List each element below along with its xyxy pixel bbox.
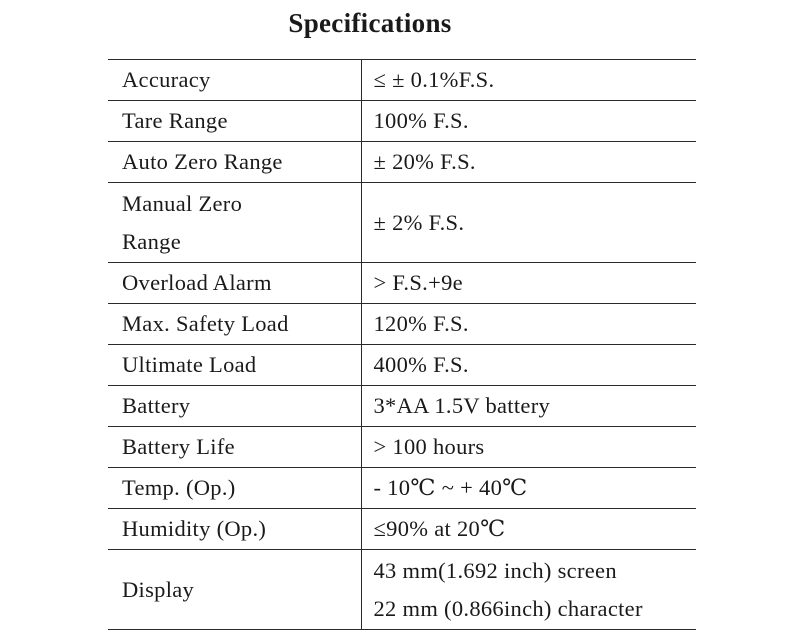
table-row bbox=[108, 142, 696, 183]
spec-value: > F.S.+9e bbox=[361, 263, 696, 304]
table-row bbox=[108, 304, 696, 345]
spec-label: Battery Life bbox=[108, 427, 361, 468]
table-row bbox=[108, 101, 696, 142]
page-title: Specifications bbox=[288, 8, 452, 38]
spec-value: ≤ ± 0.1%F.S. bbox=[361, 60, 696, 101]
spec-label: Auto Zero Range bbox=[108, 142, 361, 183]
spec-value-line: 22 mm (0.866inch) character bbox=[373, 595, 643, 621]
table-row bbox=[108, 386, 696, 427]
table-row bbox=[108, 263, 696, 304]
spec-label bbox=[108, 183, 361, 263]
table-row bbox=[108, 427, 696, 468]
spec-label: Overload Alarm bbox=[108, 263, 361, 304]
table-row bbox=[108, 468, 696, 509]
spec-label-line: Manual Zero bbox=[122, 190, 243, 216]
spec-value: 3*AA 1.5V battery bbox=[361, 386, 696, 427]
spec-label: Accuracy bbox=[108, 60, 361, 101]
spec-value: ≤90% at 20℃ bbox=[361, 509, 696, 550]
spec-value: - 10℃ ~ + 40℃ bbox=[361, 468, 696, 509]
table-row bbox=[108, 183, 696, 263]
spec-value: 100% F.S. bbox=[361, 101, 696, 142]
spec-label: Humidity (Op.) bbox=[108, 509, 361, 550]
spec-value: 400% F.S. bbox=[361, 345, 696, 386]
spec-label-line: Range bbox=[122, 228, 181, 254]
spec-label: Tare Range bbox=[108, 101, 361, 142]
spec-value: > 100 hours bbox=[361, 427, 696, 468]
spec-value: ± 2% F.S. bbox=[361, 183, 696, 263]
spec-value: ± 20% F.S. bbox=[361, 142, 696, 183]
spec-label: Display bbox=[108, 550, 361, 630]
table-row bbox=[108, 509, 696, 550]
spec-label: Battery bbox=[108, 386, 361, 427]
spec-label: Temp. (Op.) bbox=[108, 468, 361, 509]
spec-value-line: 43 mm(1.692 inch) screen bbox=[373, 557, 617, 583]
table-row bbox=[108, 345, 696, 386]
spec-value: 120% F.S. bbox=[361, 304, 696, 345]
table-row bbox=[108, 550, 696, 630]
table-row bbox=[108, 60, 696, 101]
spec-value bbox=[361, 550, 696, 630]
specifications-table bbox=[108, 59, 696, 630]
spec-label: Max. Safety Load bbox=[108, 304, 361, 345]
spec-label: Ultimate Load bbox=[108, 345, 361, 386]
